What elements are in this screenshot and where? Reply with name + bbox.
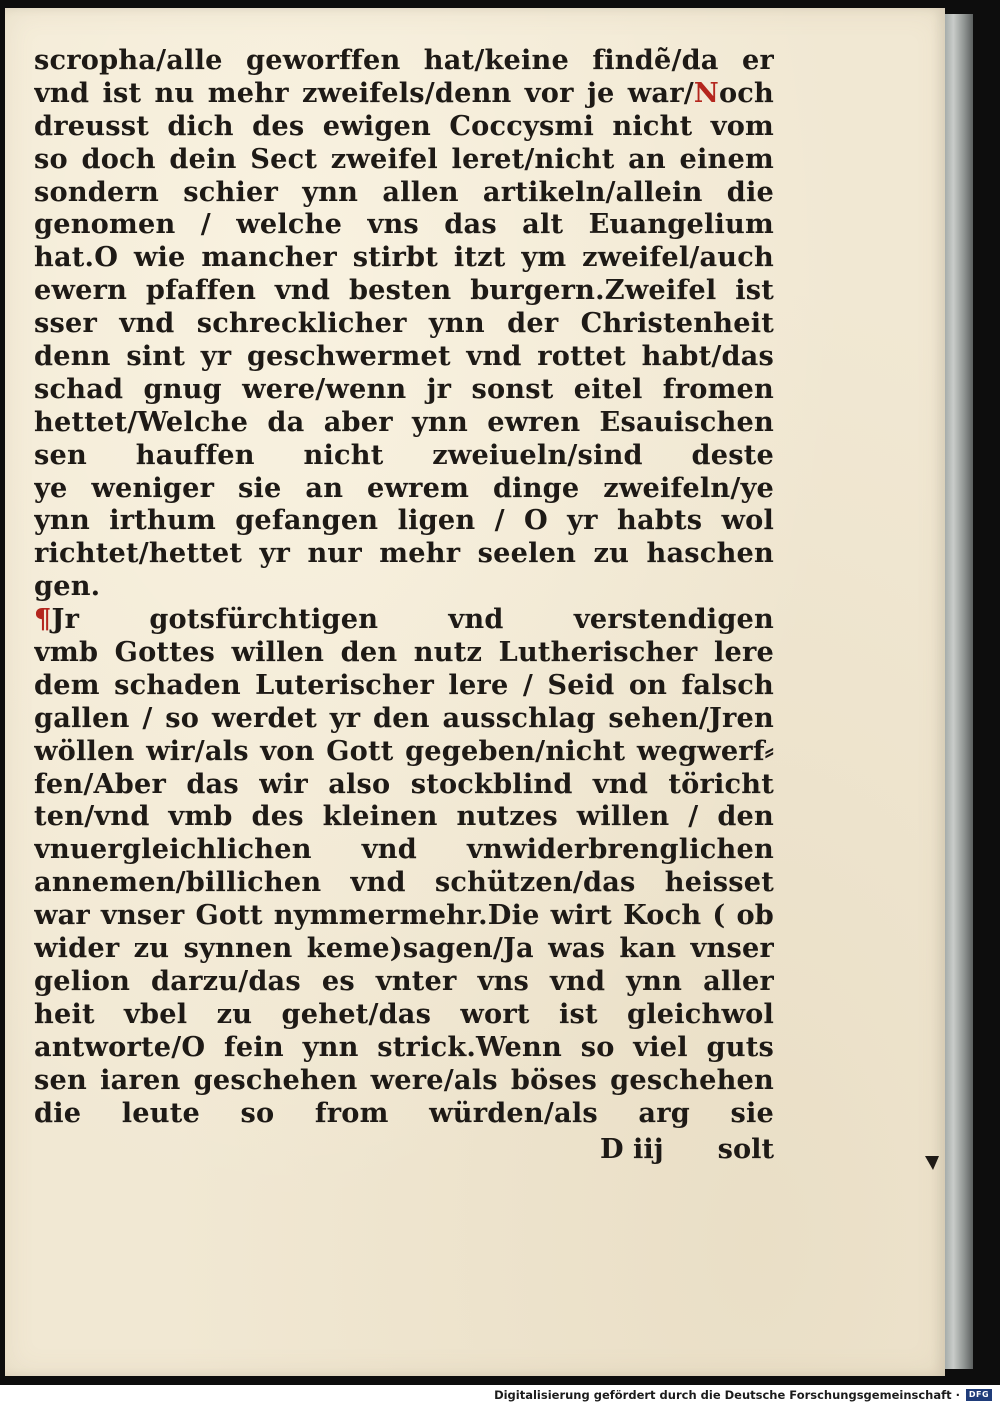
margin-mark-icon xyxy=(924,1153,940,1171)
text-line-content: heit vbel zu gehet/das wort ist gleichwol xyxy=(34,997,774,1030)
catchword: solt xyxy=(717,1133,774,1165)
credit-text: Digitalisierung gefördert durch die Deutsche Forschungsgemeinschaft · xyxy=(494,1388,960,1402)
text-line xyxy=(34,176,774,209)
text-line-content: Jr gotsfürchtigen vnd verstendigen xyxy=(51,603,774,636)
text-line xyxy=(34,472,774,505)
text-line xyxy=(34,307,774,340)
text-line xyxy=(34,899,774,932)
text-line xyxy=(34,143,774,176)
text-line xyxy=(34,340,774,373)
book-page-edge xyxy=(945,14,973,1369)
text-line xyxy=(34,77,774,110)
signature-mark: D iij xyxy=(600,1133,664,1165)
text-line-content: och xyxy=(718,76,774,109)
text-line xyxy=(34,768,774,801)
text-line xyxy=(34,1031,774,1064)
text-line xyxy=(34,702,774,735)
text-line-content: annemen/billichen vnd schützen/das heisset xyxy=(34,866,774,899)
text-line-content: scropha/alle geworffen hat/keine findẽ/da er xyxy=(34,44,774,76)
text-line-content: fen/Aber das wir also stockblind vnd töricht xyxy=(34,767,774,800)
text-line xyxy=(34,406,774,439)
text-line xyxy=(34,241,774,274)
text-line-content: antworte/O fein ynn strick.Wenn so viel guts xyxy=(34,1030,774,1063)
text-line-content: die leute so from würden/als arg sie xyxy=(34,1096,774,1129)
text-line-content: vnuergleichlichen vnd vnwiderbrenglichen xyxy=(34,833,774,866)
text-line xyxy=(34,866,774,899)
text-line xyxy=(34,603,774,636)
text-line-content: sen iaren geschehen were/als böses geschehen xyxy=(34,1063,774,1096)
text-line xyxy=(34,669,774,702)
rubricated-initial: ¶ xyxy=(34,603,52,636)
page-text-block xyxy=(34,44,774,1129)
text-line xyxy=(34,110,774,143)
text-line-content: hat.O wie mancher stirbt itzt ym zweifel/auch xyxy=(34,241,774,274)
text-line-content: richtet/hettet yr nur mehr seelen zu haschen xyxy=(34,537,774,570)
text-line-content: ewern pfaffen vnd besten burgern.Zweifel ist xyxy=(34,274,774,307)
text-line xyxy=(34,998,774,1031)
text-line xyxy=(34,965,774,998)
text-line-content: wöllen wir/als von Gott gegeben/nicht wegwerf⸗ xyxy=(34,734,774,767)
text-line-content: ynn irthum gefangen ligen / O yr habts wol xyxy=(34,504,774,537)
text-line-content: denn sint yr geschwermet vnd rottet habt/das xyxy=(34,340,774,373)
text-line xyxy=(34,373,774,406)
text-line xyxy=(34,800,774,833)
text-line-content: dreusst dich des ewigen Coccysmi nicht vom xyxy=(34,109,774,142)
text-line-content: gelion darzu/das es vnter vns vnd ynn aller xyxy=(34,964,774,997)
rubricated-initial: N xyxy=(693,76,719,109)
text-line xyxy=(34,1064,774,1097)
text-line xyxy=(34,570,774,603)
text-line-content: genomen / welche vns das alt Euangelium xyxy=(34,208,774,241)
text-line-content: war vnser Gott nymmermehr.Die wirt Koch ( ob xyxy=(34,899,774,932)
text-line xyxy=(34,439,774,472)
text-line-content: so doch dein Sect zweifel leret/nicht an einem xyxy=(34,142,774,175)
text-line-content: gallen / so werdet yr den ausschlag sehen/Jren xyxy=(34,701,774,734)
page-footer-line xyxy=(34,1132,774,1166)
text-line-content: dem schaden Luterischer lere / Seid on falsch xyxy=(34,668,774,701)
text-line-content: wider zu synnen keme)sagen/Ja was kan vnser xyxy=(34,932,774,965)
text-line-content: sser vnd schrecklicher ynn der Christenheit xyxy=(34,307,774,340)
text-line-lead: vnd ist nu mehr zweifels/denn vor je war/ xyxy=(34,76,694,109)
text-line-content: ten/vnd vmb des kleinen nutzes willen / den xyxy=(34,800,774,833)
dfg-logo-icon: DFG xyxy=(966,1389,992,1401)
text-line xyxy=(34,44,774,77)
text-line xyxy=(34,932,774,965)
text-line-content: schad gnug were/wenn jr sonst eitel fromen xyxy=(34,372,774,405)
text-line xyxy=(34,636,774,669)
text-line-content: vmb Gottes willen den nutz Lutherischer lere xyxy=(34,636,774,669)
text-line-content: sen hauffen nicht zweiueln/sind deste xyxy=(34,438,774,471)
text-line-content: gen. xyxy=(34,570,101,603)
credit-bar xyxy=(0,1385,1000,1405)
text-line xyxy=(34,208,774,241)
text-line xyxy=(34,735,774,768)
text-line-content: hettet/Welche da aber ynn ewren Esauischen xyxy=(34,405,774,438)
text-line-content: ye weniger sie an ewrem dinge zweifeln/ye xyxy=(34,471,774,504)
text-line xyxy=(34,833,774,866)
text-line xyxy=(34,504,774,537)
text-line xyxy=(34,537,774,570)
text-line-content: sondern schier ynn allen artikeln/allein die xyxy=(34,175,774,208)
text-line xyxy=(34,274,774,307)
text-line xyxy=(34,1097,774,1130)
